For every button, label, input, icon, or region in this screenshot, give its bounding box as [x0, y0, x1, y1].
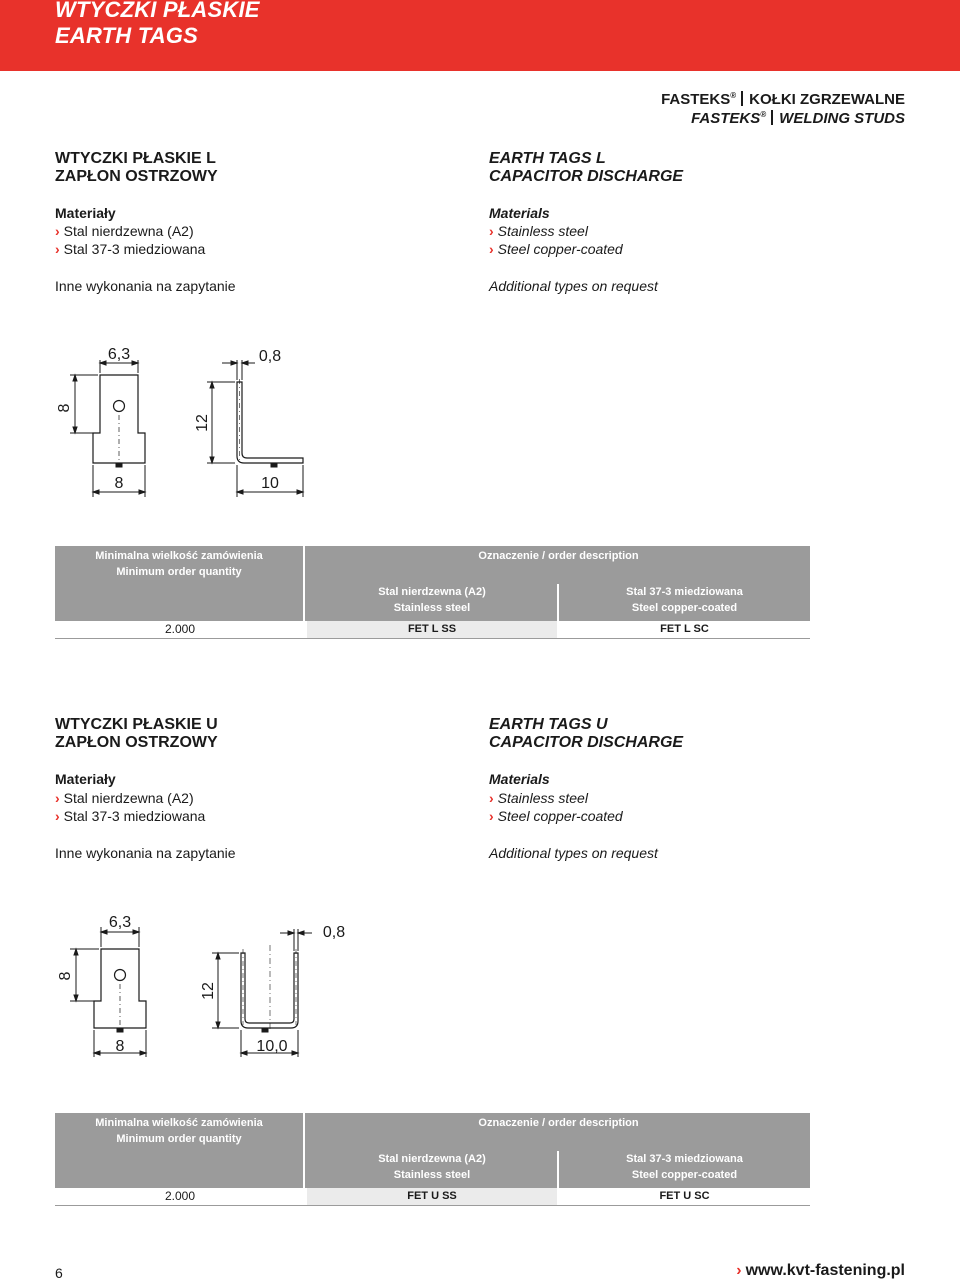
note-pl: Inne wykonania na zapytanie [55, 278, 236, 294]
dim-base-side: 10,0 [256, 1038, 288, 1055]
brand-divider [771, 110, 773, 125]
code-cell: FET L SC [660, 623, 709, 635]
order-table [55, 546, 810, 640]
chevron-right-icon: › [489, 223, 494, 239]
desc-header: Oznaczenie / order description [478, 550, 639, 562]
header-band [0, 0, 960, 71]
table-row [55, 621, 810, 639]
brand-en [691, 105, 905, 128]
materials-heading-pl: Materiały [55, 205, 116, 221]
qty-cell: 2.000 [164, 622, 196, 636]
dim-height-front: 8 [56, 403, 73, 413]
code-cell: FET L SS [307, 621, 557, 638]
section-subtitle-pl: ZAPŁON OSTRZOWY [55, 734, 218, 751]
dim-height-side: 12 [194, 414, 211, 432]
earth-tag-l-drawing [0, 335, 960, 500]
qty-header: Minimalna wielkość zamówienia Minimum order quantity [55, 546, 305, 621]
header-title-en: EARTH TAGS [55, 23, 198, 48]
desc-header: Oznaczenie / order description [478, 1117, 639, 1129]
brand-subtitle-pl: KOŁKI ZGRZEWALNE [749, 91, 905, 108]
dim-base-front: 8 [114, 475, 124, 492]
chevron-right-icon: › [736, 1262, 742, 1279]
brand-name: FASTEKS [661, 91, 731, 108]
brand-name: FASTEKS [691, 110, 761, 127]
page-number: 6 [55, 1265, 63, 1281]
dim-width: 6,3 [108, 914, 132, 931]
dim-base-side: 10 [261, 475, 279, 492]
qty-cell: 2.000 [164, 1189, 196, 1203]
earth-tag-u-drawing [0, 905, 960, 1065]
table-row [55, 1188, 810, 1206]
dim-thickness: 0,8 [258, 348, 282, 365]
section-title-pl: WTYCZKI PŁASKIE U [55, 716, 218, 733]
chevron-right-icon: › [55, 223, 60, 239]
section-title-en: EARTH TAGS L [489, 150, 606, 167]
table-header [55, 1113, 810, 1188]
registered-mark: ® [760, 110, 767, 119]
materials-heading-en: Materials [489, 205, 550, 221]
section-title-en: EARTH TAGS U [489, 716, 608, 733]
chevron-right-icon: › [489, 790, 494, 806]
material-item: › Stainless steel [489, 790, 588, 806]
dim-width: 6,3 [107, 346, 131, 363]
chevron-right-icon: › [489, 808, 494, 824]
brand-divider [741, 91, 743, 106]
material-1-header: Stal nierdzewna (A2) Stainless steel [378, 1153, 486, 1181]
material-item: › Steel copper-coated [489, 241, 623, 257]
table-header [55, 546, 810, 621]
material-1-header: Stal nierdzewna (A2) Stainless steel [378, 586, 486, 614]
brand-subtitle-en: WELDING STUDS [779, 110, 905, 127]
qty-header: Minimalna wielkość zamówienia Minimum order quantity [55, 1113, 305, 1188]
code-cell: FET U SS [307, 1188, 557, 1205]
note-pl: Inne wykonania na zapytanie [55, 845, 236, 861]
material-item: › Steel copper-coated [489, 808, 623, 824]
section-subtitle-en: CAPACITOR DISCHARGE [489, 734, 684, 751]
chevron-right-icon: › [55, 808, 60, 824]
material-item: › Stainless steel [489, 223, 588, 239]
dim-height-side: 12 [200, 982, 217, 1000]
header-title-pl: WTYCZKI PŁASKIE [55, 0, 260, 22]
materials-heading-en: Materials [489, 771, 550, 787]
dim-base-front: 8 [115, 1038, 125, 1055]
order-table [55, 1113, 810, 1207]
code-cell: FET U SC [659, 1190, 710, 1202]
dim-thickness: 0,8 [322, 924, 346, 941]
section-subtitle-pl: ZAPŁON OSTRZOWY [55, 168, 218, 185]
material-item: › Stal 37-3 miedziowana [55, 808, 206, 824]
section-subtitle-en: CAPACITOR DISCHARGE [489, 168, 684, 185]
registered-mark: ® [730, 91, 737, 100]
materials-heading-pl: Materiały [55, 771, 116, 787]
website-link[interactable]: › www.kvt-fastening.pl [736, 1262, 905, 1279]
material-2-header: Stal 37-3 miedziowana Steel copper-coated [626, 1153, 743, 1181]
material-item: › Stal nierdzewna (A2) [55, 223, 194, 239]
note-en: Additional types on request [489, 845, 658, 861]
section-title-pl: WTYCZKI PŁASKIE L [55, 150, 216, 167]
material-item: › Stal nierdzewna (A2) [55, 790, 194, 806]
chevron-right-icon: › [489, 241, 494, 257]
material-item: › Stal 37-3 miedziowana [55, 241, 206, 257]
dim-height-front: 8 [57, 971, 74, 981]
chevron-right-icon: › [55, 790, 60, 806]
note-en: Additional types on request [489, 278, 658, 294]
chevron-right-icon: › [55, 241, 60, 257]
material-2-header: Stal 37-3 miedziowana Steel copper-coated [626, 586, 743, 614]
